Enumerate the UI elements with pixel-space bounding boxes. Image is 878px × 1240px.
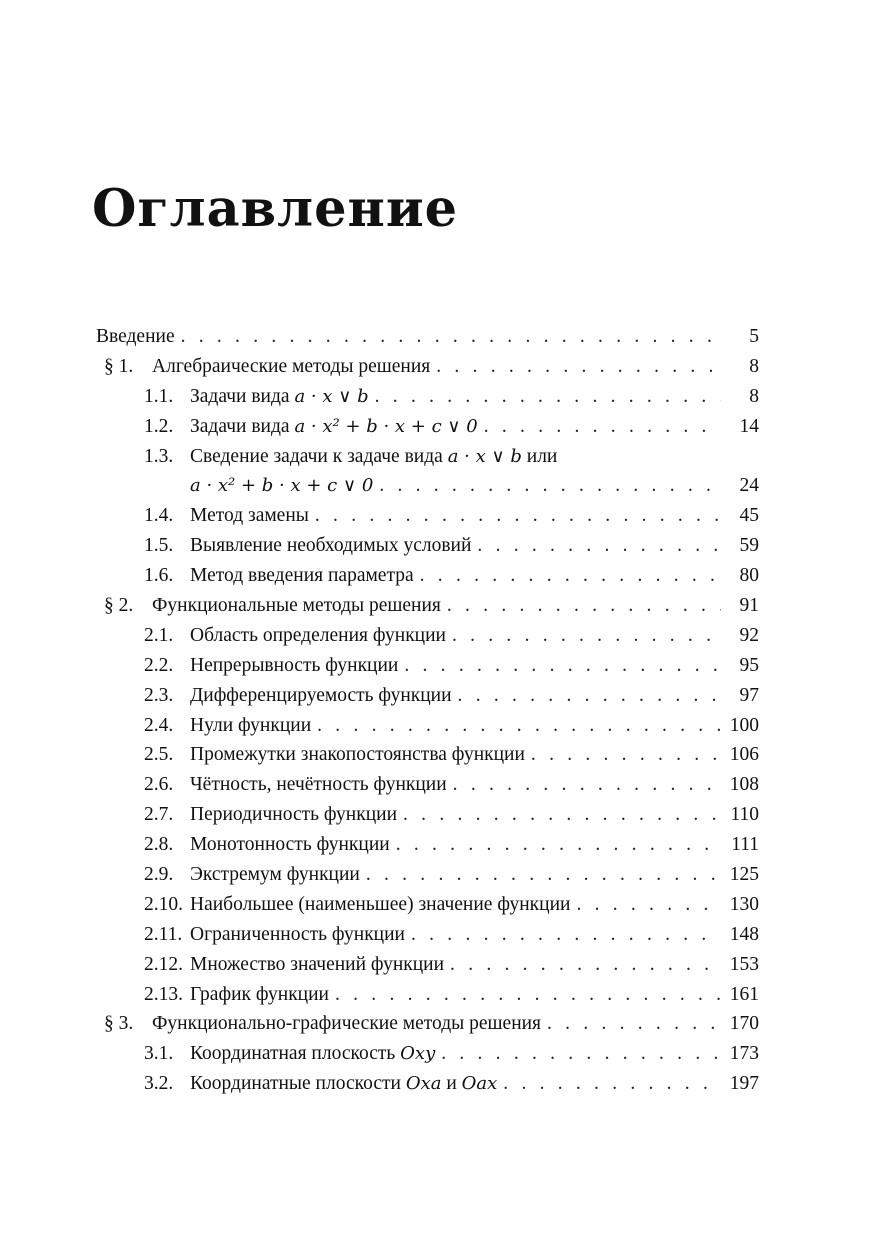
toc-page-number: 153 [729, 953, 759, 975]
dot-leader [375, 382, 721, 412]
toc-entry-label: Чётность, нечётность функции [190, 774, 447, 796]
toc-page-number: 161 [729, 983, 759, 1005]
section-number: 1.5. [144, 535, 174, 557]
dot-leader [396, 830, 721, 860]
toc-entry-label: Метод введения параметра [190, 565, 414, 587]
dot-leader [366, 860, 720, 890]
math-formula: Oxy [400, 1043, 436, 1065]
section-number: 2.2. [144, 654, 174, 676]
toc-entry-2-2[interactable] [96, 651, 759, 681]
dot-leader [452, 621, 721, 651]
toc-page-number: 173 [729, 1043, 759, 1065]
section-number: 2.10. [144, 893, 183, 915]
toc-entry-label: Алгебраические методы решения [152, 355, 431, 377]
toc-entry-2-4[interactable] [96, 711, 759, 741]
dot-leader [403, 800, 720, 830]
toc-page-number: 130 [729, 893, 759, 915]
dot-leader [317, 711, 720, 741]
math-formula: Oxa [405, 1073, 442, 1095]
math-formula: Oax [461, 1073, 498, 1095]
toc-chapter-2[interactable] [96, 591, 759, 621]
section-number: § 1. [104, 355, 134, 377]
toc-entry-2-7[interactable] [96, 800, 759, 830]
toc-entry-label: Экстремум функции [190, 864, 360, 886]
section-number: 2.7. [144, 804, 174, 826]
toc-page-number: 45 [739, 505, 759, 527]
toc-entry-label: Выявление необходимых условий [190, 535, 472, 557]
section-number: 2.4. [144, 714, 174, 736]
toc-entry-2-5[interactable] [96, 740, 759, 770]
dot-leader [411, 920, 720, 950]
toc-entry-label: Ограниченность функции [190, 923, 405, 945]
section-number: 3.1. [144, 1043, 174, 1065]
toc-chapter-3[interactable] [96, 1009, 759, 1039]
toc-page-number: 80 [739, 565, 759, 587]
math-formula: a · x ∨ b [447, 445, 522, 467]
toc-page-number: 148 [729, 923, 759, 945]
toc-entry-label: Задачи вида [190, 385, 290, 407]
toc-page-number: 8 [749, 385, 759, 407]
math-formula: a · x ∨ b [294, 385, 369, 407]
toc-entry-label: Функциональные методы решения [152, 595, 441, 617]
math-formula: a · x² + b · x + c ∨ 0 [294, 415, 478, 437]
toc-entry-2-10[interactable] [96, 890, 759, 920]
toc-page-number: 111 [731, 834, 759, 856]
toc-page-number: 24 [739, 475, 759, 497]
toc-entry-label: Наибольшее (наименьшее) значение функции [190, 893, 571, 915]
toc-page-number: 59 [739, 535, 759, 557]
toc-page-number: 5 [749, 326, 759, 347]
toc-entry-1-5[interactable] [96, 531, 759, 561]
dot-leader [420, 561, 721, 591]
page-title: Оглавление [92, 179, 459, 239]
toc-entry-label: Непрерывность функции [190, 654, 399, 676]
math-formula: a · x² + b · x + c ∨ 0 [190, 475, 374, 497]
toc-entry-label: График функции [190, 983, 329, 1005]
dot-leader [484, 412, 721, 442]
toc-entry-2-11[interactable] [96, 920, 759, 950]
toc-entry-label: Координатная плоскость [190, 1043, 396, 1065]
toc-page-number: 197 [729, 1073, 759, 1095]
toc-page-number: 106 [729, 744, 759, 766]
toc-entry-label: Монотонность функции [190, 834, 390, 856]
toc-page-number: 92 [739, 624, 759, 646]
dot-leader [441, 1039, 720, 1069]
section-number: 2.6. [144, 774, 174, 796]
toc-chapter-1[interactable] [96, 352, 759, 382]
toc-entry-2-3[interactable] [96, 681, 759, 711]
section-number: § 2. [104, 595, 134, 617]
section-number: 3.2. [144, 1073, 174, 1095]
toc-entry-2-12[interactable] [96, 950, 759, 980]
toc-entry-label: Введение [96, 326, 175, 347]
toc-entry-label: Дифференцируемость функции [190, 684, 452, 706]
toc-entry-1-6[interactable] [96, 561, 759, 591]
section-number: 1.1. [144, 385, 174, 407]
dot-leader [315, 501, 721, 531]
toc-entry-3-1[interactable] [96, 1039, 759, 1069]
toc-entry-label: Множество значений функции [190, 953, 445, 975]
toc-entry-1-3[interactable] [96, 442, 759, 472]
section-number: 2.5. [144, 744, 174, 766]
dot-leader [450, 950, 720, 980]
dot-leader [447, 591, 721, 621]
dot-leader [503, 1069, 719, 1099]
toc-entry-label: Область определения функции [190, 624, 446, 646]
toc-page-number: 108 [729, 774, 759, 796]
section-number: 1.2. [144, 415, 174, 437]
section-number: 2.13. [144, 983, 183, 1005]
toc-page-number: 8 [749, 355, 759, 377]
toc-page-number: 91 [739, 595, 759, 617]
dot-leader [404, 651, 721, 681]
dot-leader [477, 531, 721, 561]
toc-entry-2-9[interactable] [96, 860, 759, 890]
toc-entry-label: Метод замены [190, 505, 309, 527]
dot-leader [379, 471, 721, 501]
section-number: § 3. [104, 1013, 134, 1035]
toc-entry-2-8[interactable] [96, 830, 759, 860]
section-number: 2.9. [144, 864, 174, 886]
dot-leader [453, 770, 720, 800]
toc-entry-2-1[interactable] [96, 621, 759, 651]
toc-page-number: 170 [729, 1013, 759, 1035]
dot-leader [458, 681, 721, 711]
toc-entry-2-6[interactable] [96, 770, 759, 800]
toc-entry-label: Промежутки знакопостоянства функции [190, 744, 525, 766]
toc-entry-label: Функционально-графические методы решения [152, 1013, 542, 1035]
dot-leader [576, 890, 719, 920]
toc-entry-label: Нули функции [190, 714, 312, 736]
dot-leader [335, 980, 720, 1010]
toc-page-number: 110 [730, 804, 759, 826]
section-number: 1.4. [144, 505, 174, 527]
toc-entry-label: Периодичность функции [190, 804, 398, 826]
dot-leader [547, 1009, 720, 1039]
toc-entry-label: Координатные плоскости [190, 1073, 401, 1095]
toc-entry-1-3-continued[interactable] [96, 471, 759, 501]
section-number: 2.12. [144, 953, 183, 975]
toc-entry-label: Сведение задачи к задаче вида [190, 445, 443, 467]
toc-page-number: 97 [739, 684, 759, 706]
dot-leader [181, 322, 721, 352]
section-number: 2.8. [144, 834, 174, 856]
toc-entry-label-suffix: или [526, 445, 558, 467]
section-number: 1.3. [144, 445, 174, 467]
toc-entry-1-1[interactable] [96, 382, 759, 412]
dot-leader [436, 352, 721, 382]
toc-entry-introduction[interactable] [96, 322, 759, 352]
toc-page-number: 100 [729, 714, 759, 736]
section-number: 1.6. [144, 565, 174, 587]
toc-entry-conjunction: и [446, 1073, 457, 1095]
toc-page-number: 95 [739, 654, 759, 676]
toc-entry-2-13[interactable] [96, 980, 759, 1010]
toc-entry-1-4[interactable] [96, 501, 759, 531]
toc-page-number: 125 [729, 864, 759, 886]
toc-page-number: 14 [739, 415, 759, 437]
section-number: 2.1. [144, 624, 174, 646]
toc-entry-label: Задачи вида [190, 415, 290, 437]
table-of-contents [96, 322, 759, 1099]
toc-entry-3-2[interactable] [96, 1069, 759, 1099]
toc-entry-1-2[interactable] [96, 412, 759, 442]
dot-leader [531, 740, 720, 770]
section-number: 2.11. [144, 923, 183, 945]
section-number: 2.3. [144, 684, 174, 706]
